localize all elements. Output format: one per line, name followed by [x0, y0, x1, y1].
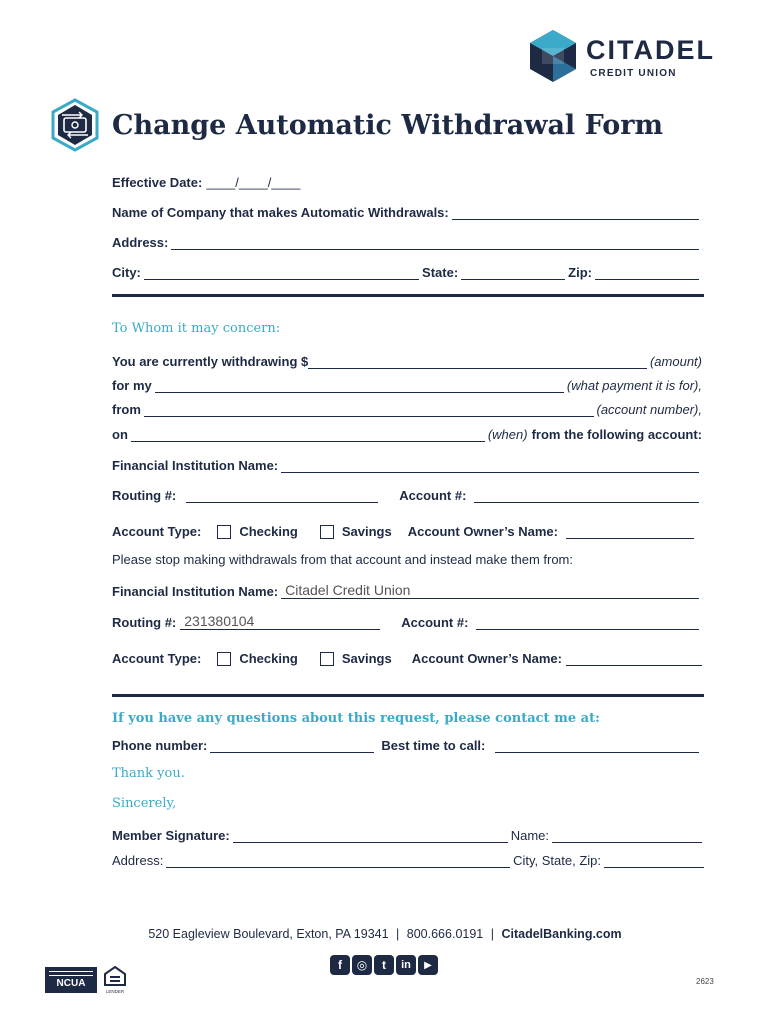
new-owner-label: Account Owner’s Name:: [411, 651, 562, 666]
brand-name: CITADEL: [586, 35, 715, 65]
cur-institution-row: [112, 455, 702, 473]
following-account-text: from the following account:: [531, 427, 702, 442]
facebook-icon[interactable]: f: [330, 955, 350, 975]
on-label: on: [112, 427, 128, 442]
page-title: Change Automatic Withdrawal Form: [112, 110, 664, 141]
address-label: Address:: [112, 235, 169, 250]
member-address-field[interactable]: [166, 854, 510, 868]
state-field[interactable]: [461, 266, 565, 280]
brand-sub: CREDIT UNION: [590, 68, 677, 79]
new-account-label: Account #:: [401, 615, 469, 630]
instruction-text: Please stop making withdrawals from that account and instead make them from:: [112, 552, 573, 567]
effective-date-row: [112, 172, 300, 190]
new-routing-field[interactable]: [180, 613, 380, 630]
cur-account-label: Account #:: [399, 488, 467, 503]
cur-checking-label: Checking: [239, 524, 298, 539]
new-institution-value: Citadel Credit Union: [285, 582, 411, 598]
time-label: Best time to call:: [381, 738, 486, 753]
payment-label: for my: [112, 378, 152, 393]
cur-institution-field[interactable]: [281, 459, 699, 473]
from-hint: (account number),: [596, 402, 702, 417]
form-code: 2623: [696, 977, 714, 986]
city-field[interactable]: [144, 266, 419, 280]
contact-prompt: If you have any questions about this request, please contact me at:: [112, 711, 600, 726]
address-field[interactable]: [171, 236, 699, 250]
effective-date-field[interactable]: ____/____/____: [206, 175, 301, 190]
member-address-row: [112, 850, 704, 868]
new-savings-checkbox[interactable]: [320, 652, 334, 666]
cur-type-label: Account Type:: [112, 524, 202, 539]
equal-housing-lender: [104, 966, 126, 994]
when-field[interactable]: [131, 428, 485, 442]
from-account-field[interactable]: [144, 403, 594, 417]
new-institution-field[interactable]: [281, 582, 699, 599]
greeting: To Whom it may concern:: [112, 321, 281, 336]
address-row: [112, 232, 702, 250]
new-type-row: [112, 648, 702, 666]
from-row: [112, 399, 702, 417]
state-label: State:: [422, 265, 459, 280]
signature-field[interactable]: [233, 829, 508, 843]
sincerely: Sincerely,: [112, 796, 177, 811]
cur-routing-field[interactable]: [186, 489, 378, 503]
name-field[interactable]: [552, 829, 702, 843]
cur-owner-field[interactable]: [566, 525, 694, 539]
instagram-icon[interactable]: ◎: [352, 955, 372, 975]
footer-website-link[interactable]: CitadelBanking.com: [501, 927, 622, 941]
company-field[interactable]: [452, 206, 699, 220]
footer-contact: [0, 927, 770, 941]
linkedin-icon[interactable]: in: [396, 955, 416, 975]
phone-field[interactable]: [210, 739, 374, 753]
cur-type-row: [112, 521, 702, 539]
payment-field[interactable]: [155, 379, 564, 393]
cur-routing-label: Routing #:: [112, 488, 177, 503]
transfer-icon: [50, 98, 100, 152]
citadel-logo-mark-icon: [528, 28, 578, 84]
ncua-badge: [45, 967, 97, 993]
amount-label: You are currently withdrawing $: [112, 354, 309, 369]
ncua-text: NCUA: [56, 978, 86, 989]
social-links: [330, 955, 440, 975]
lender-text: LENDER: [105, 989, 125, 994]
when-hint: (when): [487, 427, 528, 442]
citadel-logo: [528, 28, 728, 84]
new-routing-value: 231380104: [184, 613, 255, 629]
new-savings-label: Savings: [341, 651, 392, 666]
equal-housing-icon: [104, 966, 126, 986]
payment-hint: (what payment it is for),: [566, 378, 702, 393]
signature-row: [112, 825, 702, 843]
company-label: Name of Company that makes Automatic Withdrawals:: [112, 205, 449, 220]
footer-sep-1: |: [396, 927, 400, 941]
cur-routing-row: [112, 485, 702, 503]
company-row: [112, 202, 702, 220]
phone-label: Phone number:: [112, 738, 208, 753]
zip-label: Zip:: [568, 265, 592, 280]
cur-account-field[interactable]: [474, 489, 699, 503]
payment-row: [112, 375, 702, 393]
phone-row: [112, 735, 702, 753]
when-row: [112, 424, 702, 442]
csz-field[interactable]: [604, 854, 704, 868]
footer-phone: 800.666.0191: [406, 927, 484, 941]
new-routing-label: Routing #:: [112, 615, 177, 630]
time-field[interactable]: [495, 739, 699, 753]
member-address-label: Address:: [112, 853, 164, 868]
csz-label: City, State, Zip:: [513, 853, 601, 868]
thank-you: Thank you.: [112, 766, 185, 781]
amount-field[interactable]: [308, 355, 647, 369]
from-label: from: [112, 402, 141, 417]
new-routing-row: [112, 612, 702, 630]
cur-institution-label: Financial Institution Name:: [112, 458, 279, 473]
city-label: City:: [112, 265, 141, 280]
effective-date-label: Effective Date:: [112, 175, 203, 190]
amount-row: [112, 351, 702, 369]
signature-label: Member Signature:: [112, 828, 230, 843]
new-account-field[interactable]: [476, 616, 699, 630]
cur-savings-checkbox[interactable]: [320, 525, 334, 539]
new-institution-row: [112, 581, 702, 599]
divider: [112, 694, 704, 697]
cur-checking-checkbox[interactable]: [217, 525, 231, 539]
footer-sep-2: |: [490, 927, 494, 941]
footer-address: 520 Eagleview Boulevard, Exton, PA 19341: [148, 927, 389, 941]
new-owner-field[interactable]: [566, 652, 702, 666]
cur-savings-label: Savings: [341, 524, 392, 539]
city-row: [112, 262, 702, 280]
new-type-label: Account Type:: [112, 651, 202, 666]
youtube-icon[interactable]: ▶: [418, 955, 438, 975]
twitter-icon[interactable]: t: [374, 955, 394, 975]
amount-hint: (amount): [649, 354, 702, 369]
new-institution-label: Financial Institution Name:: [112, 584, 279, 599]
name-label: Name:: [510, 828, 549, 843]
cur-owner-label: Account Owner’s Name:: [407, 524, 558, 539]
zip-field[interactable]: [595, 266, 699, 280]
new-checking-label: Checking: [239, 651, 298, 666]
divider: [112, 294, 704, 297]
new-checking-checkbox[interactable]: [217, 652, 231, 666]
